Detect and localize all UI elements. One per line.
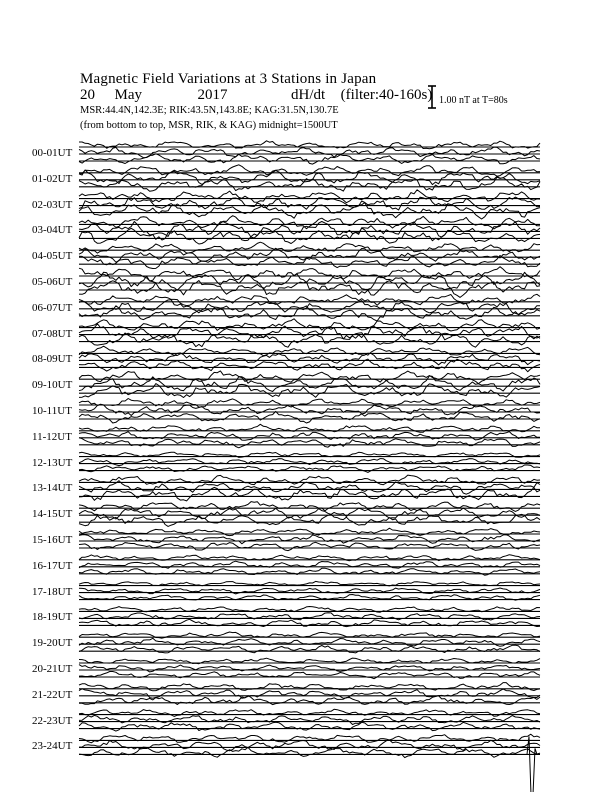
trace-rik [79, 689, 540, 699]
trace-kag [79, 502, 540, 512]
row-label: 18-19UT [32, 611, 73, 624]
trace-kag [79, 399, 540, 408]
row-label: 21-22UT [32, 688, 73, 701]
trace-rik [79, 376, 540, 392]
row-label: 20-21UT [32, 663, 73, 675]
date-month: May [114, 87, 142, 103]
row-label: 05-06UT [32, 276, 73, 288]
chart-title: Magnetic Field Variations at 3 Stations in Japan [80, 71, 377, 87]
row-label: 10-11UT [32, 405, 72, 417]
trace-rik [79, 432, 540, 441]
row-label: 22-23UT [32, 714, 73, 727]
trace-msr [79, 465, 540, 472]
trace-msr [79, 672, 540, 679]
row-label: 03-04UT [32, 224, 73, 237]
trace-rik [79, 508, 540, 519]
row-label: 14-15UT [32, 508, 73, 521]
trace-msr [79, 411, 540, 423]
row-label: 08-09UT [32, 353, 73, 366]
trace-msr [79, 228, 540, 244]
scale-label: 1.00 nT at T=80s [439, 95, 508, 106]
row-label: 07-08UT [32, 327, 73, 340]
trace-rik [79, 665, 540, 672]
trace-kag [79, 709, 540, 716]
date-year: 2017 [197, 87, 228, 103]
trace-kag [79, 190, 540, 203]
trace-msr [79, 438, 540, 448]
trace-msr [79, 514, 540, 526]
trace-rik [79, 459, 540, 466]
row-label: 23-24UT [32, 740, 73, 753]
row-label: 11-12UT [32, 430, 72, 443]
order-line [80, 120, 338, 131]
order-note: (from bottom to top, MSR, RIK, & KAG) [80, 120, 257, 131]
trace-kag [79, 346, 540, 356]
row-label: 06-07UT [32, 301, 73, 314]
row-label: 04-05UT [32, 250, 73, 263]
trace-rik [79, 740, 540, 751]
row-label: 19-20UT [32, 637, 73, 650]
filter-label: (filter:40-160s) [340, 87, 433, 103]
trace-kag [79, 319, 540, 331]
trace-msr [79, 306, 540, 321]
quantity-label: dH/dt [291, 87, 326, 103]
trace-msr [79, 154, 540, 164]
stations-line: MSR:44.4N,142.3E; RIK:43.5N,143.8E; KAG:31.5N,130.7E [80, 105, 339, 116]
row-label: 16-17UT [32, 559, 73, 572]
trace-msr [79, 542, 540, 550]
trace-rik [79, 170, 540, 185]
row-label: 09-10UT [32, 379, 73, 392]
row-label: 12-13UT [32, 456, 73, 469]
row-label: 17-18UT [32, 585, 73, 598]
trace-spike [527, 736, 537, 792]
row-label: 01-02UT [32, 172, 73, 185]
trace-kag [79, 734, 540, 743]
row-label: 13-14UT [32, 482, 73, 495]
trace-rik [79, 535, 540, 544]
date-line [80, 87, 432, 104]
trace-rik [79, 715, 540, 724]
row-label: 02-03UT [32, 198, 73, 211]
trace-msr [79, 747, 540, 758]
date-day: 20 [80, 87, 95, 103]
trace-kag [79, 141, 540, 149]
midnight-note: midnight=1500UT [258, 120, 338, 131]
trace-rik [79, 638, 540, 646]
row-label: 15-16UT [32, 534, 73, 546]
trace-kag [79, 683, 540, 691]
trace-msr [79, 722, 540, 731]
row-label: 00-01UT [32, 147, 73, 159]
